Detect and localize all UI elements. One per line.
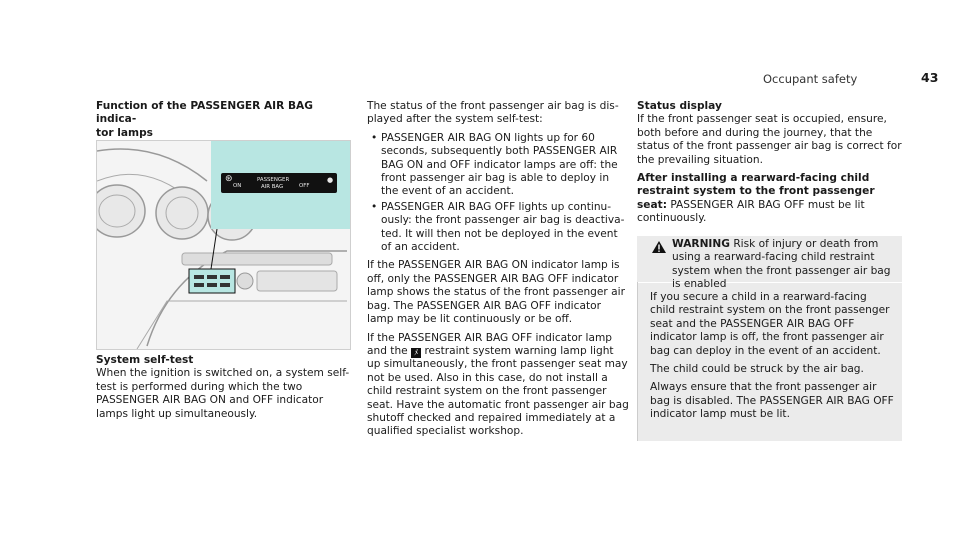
warning-para-1: If you secure a child in a rearward-facing child restraint system on the front passenger seat and the PASSENGER AIR BAG OFF indicator lamp is off, the front passenger air bag can deploy in the event of an accident. bbox=[650, 291, 890, 357]
panel-airbag-label: AIR BAG bbox=[261, 184, 284, 190]
panel-passenger-label: PASSENGER bbox=[257, 177, 290, 183]
warning-triangle-icon bbox=[652, 241, 666, 253]
warning-para-2: The child could be struck by the air bag. bbox=[650, 363, 864, 376]
bullet-item: • PASSENGER AIR BAG ON lights up for 60 seconds, subsequently both PASSENGER AIR BAG ON and OFF indicator lamps are off: the front passenger air bag is able to deploy in the event of an accident. bbox=[371, 131, 618, 198]
column-2 bbox=[367, 100, 629, 444]
restraint-warning-icon: ﾒ bbox=[411, 348, 421, 358]
selftest-text: When the ignition is switched on, a system self-test is performed during which the two PASSENGER AIR BAG ON and OFF indicator lamps light up simultaneously. bbox=[96, 367, 350, 420]
dashboard-figure bbox=[96, 140, 351, 350]
bullet-item: • PASSENGER AIR BAG OFF lights up continu-ously: the front passenger air bag is deactiva-ted. It will then not be deployed in the event of an accident. bbox=[371, 200, 625, 254]
section-title: Occupant safety bbox=[763, 72, 858, 86]
column-3 bbox=[637, 100, 905, 231]
selftest-section bbox=[96, 354, 354, 426]
warning-para-3: Always ensure that the front passenger air bag is disabled. The PASSENGER AIR BAG OFF indicator lamp must be lit. bbox=[650, 381, 894, 421]
indicator-inset bbox=[211, 141, 350, 229]
selftest-heading: System self-test bbox=[96, 354, 194, 366]
airbag-indicator-panel bbox=[221, 173, 337, 193]
status-intro: The status of the front passenger air bag is dis-played after the system self-test: bbox=[367, 100, 619, 126]
para-warning-lamp: If the PASSENGER AIR BAG OFF indicator lamp and the ﾒ restraint system warning lamp light up simultaneously, the front passenger seat may not be used. Also in this case, do not install a child restraint system on the front passenger seat. Have the automatic front passenger air bag shutoff checked and repaired immediately at a qualified specialist workshop. bbox=[367, 331, 629, 438]
warning-title: WARNING Risk of injury or death from using a rearward-facing child restraint system when the front passenger air bag is enabled bbox=[672, 238, 891, 291]
seat-icon: ⊛ bbox=[225, 174, 233, 184]
status-display-text: If the front passenger seat is occupied, ensure, both before and during the journey, that the status of the front passenger air bag is correct for the prevailing situation. bbox=[637, 113, 902, 166]
indicator-dot-icon: ● bbox=[327, 176, 334, 184]
warning-body bbox=[650, 291, 895, 427]
status-bullets bbox=[367, 132, 629, 255]
warning-sidebar bbox=[637, 282, 638, 441]
column-1 bbox=[96, 100, 354, 140]
para-indicator-off: If the PASSENGER AIR BAG ON indicator lamp is off, only the PASSENGER AIR BAG OFF indicator lamp shows the status of the front passenger air bag. The PASSENGER AIR BAG OFF indicator lamp may be lit continuously or be off. bbox=[367, 259, 625, 326]
status-display-heading: Status display bbox=[637, 100, 722, 112]
panel-on-label: ON bbox=[233, 183, 242, 189]
warning-header bbox=[637, 238, 902, 291]
after-install-para: After installing a rearward-facing child restraint system to the front passenger seat: PASSENGER AIR BAG OFF must be lit continuously. bbox=[637, 172, 875, 225]
function-heading: Function of the PASSENGER AIR BAG indica- tor lamps bbox=[96, 100, 313, 139]
panel-off-label: OFF bbox=[299, 183, 310, 189]
page-number: 43 bbox=[921, 70, 939, 85]
